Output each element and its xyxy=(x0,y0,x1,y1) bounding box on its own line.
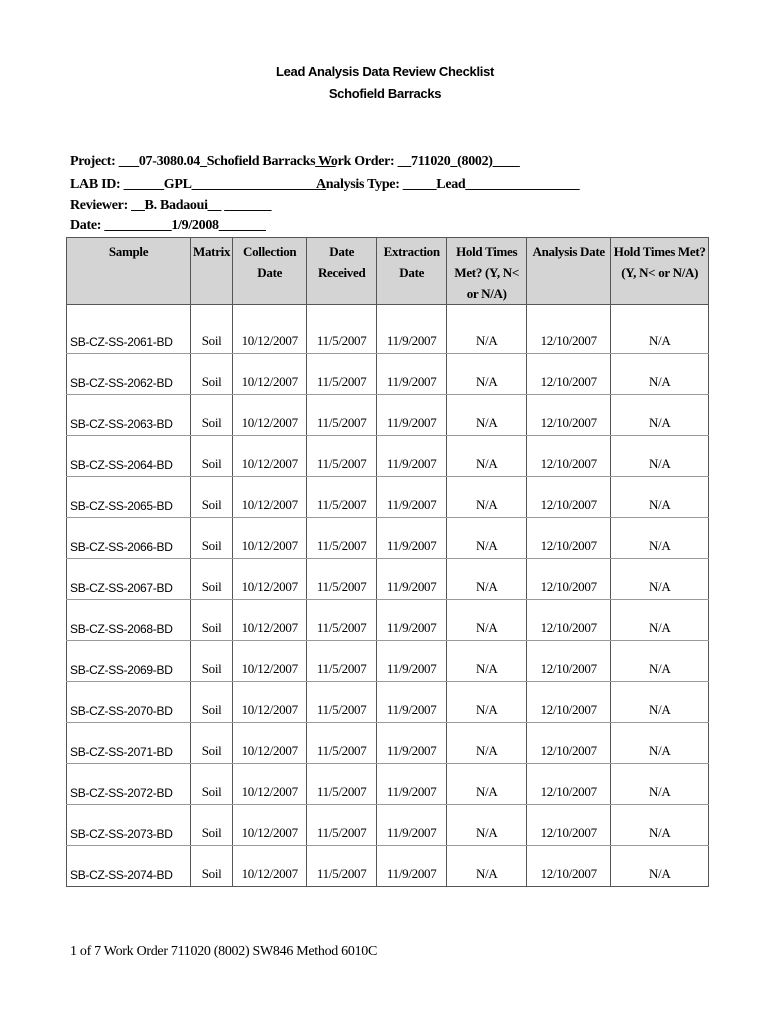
cell-analysis-date: 12/10/2007 xyxy=(527,436,611,477)
cell-collection-date: 10/12/2007 xyxy=(233,436,307,477)
cell-hold-times-met-analysis: N/A xyxy=(611,682,709,723)
cell-sample: SB-CZ-SS-2070-BD xyxy=(67,682,191,723)
cell-hold-times-met-analysis: N/A xyxy=(611,305,709,354)
table-row xyxy=(67,395,709,436)
cell-date-received: 11/5/2007 xyxy=(307,477,377,518)
lab-id-field: LAB ID: ______GPL____________________ xyxy=(70,177,326,192)
cell-analysis-date: 12/10/2007 xyxy=(527,682,611,723)
cell-matrix: Soil xyxy=(191,305,233,354)
cell-collection-date: 10/12/2007 xyxy=(233,600,307,641)
cell-hold-times-met-extraction: N/A xyxy=(447,600,527,641)
cell-hold-times-met-extraction: N/A xyxy=(447,682,527,723)
cell-hold-times-met-extraction: N/A xyxy=(447,641,527,682)
cell-matrix: Soil xyxy=(191,805,233,846)
header-hold-times-met-extraction: Hold Times Met? (Y, N< or N/A) xyxy=(447,238,527,305)
cell-hold-times-met-extraction: N/A xyxy=(447,305,527,354)
cell-date-received: 11/5/2007 xyxy=(307,682,377,723)
table-row xyxy=(67,764,709,805)
cell-matrix: Soil xyxy=(191,436,233,477)
cell-analysis-date: 12/10/2007 xyxy=(527,559,611,600)
analysis-type-field: Analysis Type: _____Lead_________________ xyxy=(316,177,580,192)
cell-hold-times-met-extraction: N/A xyxy=(447,436,527,477)
cell-extraction-date: 11/9/2007 xyxy=(377,805,447,846)
cell-sample: SB-CZ-SS-2065-BD xyxy=(67,477,191,518)
cell-matrix: Soil xyxy=(191,600,233,641)
cell-hold-times-met-analysis: N/A xyxy=(611,436,709,477)
table-row xyxy=(67,682,709,723)
cell-hold-times-met-analysis: N/A xyxy=(611,600,709,641)
cell-matrix: Soil xyxy=(191,559,233,600)
table-row xyxy=(67,305,709,354)
cell-extraction-date: 11/9/2007 xyxy=(377,723,447,764)
cell-collection-date: 10/12/2007 xyxy=(233,846,307,887)
cell-analysis-date: 12/10/2007 xyxy=(527,354,611,395)
cell-hold-times-met-analysis: N/A xyxy=(611,764,709,805)
header-date-received: Date Received xyxy=(307,238,377,305)
cell-hold-times-met-analysis: N/A xyxy=(611,641,709,682)
cell-sample: SB-CZ-SS-2066-BD xyxy=(67,518,191,559)
table-row xyxy=(67,600,709,641)
cell-date-received: 11/5/2007 xyxy=(307,395,377,436)
cell-hold-times-met-analysis: N/A xyxy=(611,805,709,846)
reviewer-field: Reviewer: __B. Badaoui__ _______ xyxy=(70,198,272,213)
cell-collection-date: 10/12/2007 xyxy=(233,518,307,559)
cell-extraction-date: 11/9/2007 xyxy=(377,477,447,518)
table-row xyxy=(67,559,709,600)
page-footer: 1 of 7 Work Order 711020 (8002) SW846 Method 6010C xyxy=(70,944,378,959)
cell-analysis-date: 12/10/2007 xyxy=(527,723,611,764)
cell-extraction-date: 11/9/2007 xyxy=(377,518,447,559)
cell-analysis-date: 12/10/2007 xyxy=(527,600,611,641)
cell-extraction-date: 11/9/2007 xyxy=(377,846,447,887)
cell-collection-date: 10/12/2007 xyxy=(233,641,307,682)
cell-hold-times-met-analysis: N/A xyxy=(611,395,709,436)
header-collection-date: Collection Date xyxy=(233,238,307,305)
cell-date-received: 11/5/2007 xyxy=(307,436,377,477)
cell-hold-times-met-extraction: N/A xyxy=(447,846,527,887)
cell-date-received: 11/5/2007 xyxy=(307,723,377,764)
header-analysis-date: Analysis Date xyxy=(527,238,611,305)
cell-sample: SB-CZ-SS-2069-BD xyxy=(67,641,191,682)
document-subtitle: Schofield Barracks xyxy=(328,86,442,101)
work-order-field: Work Order: __711020_(8002)____ xyxy=(318,154,520,169)
cell-collection-date: 10/12/2007 xyxy=(233,682,307,723)
cell-sample: SB-CZ-SS-2067-BD xyxy=(67,559,191,600)
cell-extraction-date: 11/9/2007 xyxy=(377,600,447,641)
table-row xyxy=(67,477,709,518)
cell-hold-times-met-analysis: N/A xyxy=(611,354,709,395)
cell-matrix: Soil xyxy=(191,764,233,805)
cell-date-received: 11/5/2007 xyxy=(307,805,377,846)
cell-hold-times-met-extraction: N/A xyxy=(447,477,527,518)
cell-analysis-date: 12/10/2007 xyxy=(527,764,611,805)
table-row xyxy=(67,805,709,846)
cell-sample: SB-CZ-SS-2064-BD xyxy=(67,436,191,477)
cell-collection-date: 10/12/2007 xyxy=(233,805,307,846)
cell-analysis-date: 12/10/2007 xyxy=(527,518,611,559)
table-row xyxy=(67,723,709,764)
header-row xyxy=(67,238,709,305)
cell-matrix: Soil xyxy=(191,518,233,559)
cell-extraction-date: 11/9/2007 xyxy=(377,682,447,723)
cell-collection-date: 10/12/2007 xyxy=(233,395,307,436)
cell-hold-times-met-extraction: N/A xyxy=(447,559,527,600)
cell-hold-times-met-extraction: N/A xyxy=(447,354,527,395)
checklist-table xyxy=(66,237,709,887)
cell-sample: SB-CZ-SS-2068-BD xyxy=(67,600,191,641)
cell-matrix: Soil xyxy=(191,682,233,723)
document-title: Lead Analysis Data Review Checklist xyxy=(275,64,495,79)
header-extraction-date: Extraction Date xyxy=(377,238,447,305)
cell-sample: SB-CZ-SS-2074-BD xyxy=(67,846,191,887)
cell-matrix: Soil xyxy=(191,723,233,764)
header-hold-times-met-analysis: Hold Times Met? (Y, N< or N/A) xyxy=(611,238,709,305)
cell-hold-times-met-extraction: N/A xyxy=(447,723,527,764)
table-body xyxy=(67,305,709,887)
cell-hold-times-met-extraction: N/A xyxy=(447,395,527,436)
cell-extraction-date: 11/9/2007 xyxy=(377,641,447,682)
cell-date-received: 11/5/2007 xyxy=(307,846,377,887)
cell-date-received: 11/5/2007 xyxy=(307,518,377,559)
date-field: Date: __________1/9/2008_______ xyxy=(70,218,266,233)
table-row xyxy=(67,518,709,559)
cell-hold-times-met-analysis: N/A xyxy=(611,559,709,600)
cell-sample: SB-CZ-SS-2073-BD xyxy=(67,805,191,846)
cell-matrix: Soil xyxy=(191,354,233,395)
table-row xyxy=(67,354,709,395)
cell-hold-times-met-extraction: N/A xyxy=(447,805,527,846)
cell-matrix: Soil xyxy=(191,641,233,682)
cell-sample: SB-CZ-SS-2062-BD xyxy=(67,354,191,395)
cell-sample: SB-CZ-SS-2061-BD xyxy=(67,305,191,354)
cell-date-received: 11/5/2007 xyxy=(307,559,377,600)
header-matrix: Matrix xyxy=(191,238,233,305)
cell-collection-date: 10/12/2007 xyxy=(233,354,307,395)
cell-matrix: Soil xyxy=(191,395,233,436)
cell-hold-times-met-analysis: N/A xyxy=(611,518,709,559)
cell-analysis-date: 12/10/2007 xyxy=(527,477,611,518)
cell-date-received: 11/5/2007 xyxy=(307,641,377,682)
cell-analysis-date: 12/10/2007 xyxy=(527,641,611,682)
cell-collection-date: 10/12/2007 xyxy=(233,723,307,764)
header-sample: Sample xyxy=(67,238,191,305)
cell-extraction-date: 11/9/2007 xyxy=(377,395,447,436)
cell-hold-times-met-analysis: N/A xyxy=(611,723,709,764)
cell-hold-times-met-extraction: N/A xyxy=(447,518,527,559)
cell-analysis-date: 12/10/2007 xyxy=(527,395,611,436)
cell-extraction-date: 11/9/2007 xyxy=(377,354,447,395)
table-row xyxy=(67,436,709,477)
cell-hold-times-met-analysis: N/A xyxy=(611,477,709,518)
cell-hold-times-met-extraction: N/A xyxy=(447,764,527,805)
cell-date-received: 11/5/2007 xyxy=(307,764,377,805)
table-row xyxy=(67,641,709,682)
cell-hold-times-met-analysis: N/A xyxy=(611,846,709,887)
cell-matrix: Soil xyxy=(191,477,233,518)
cell-analysis-date: 12/10/2007 xyxy=(527,805,611,846)
cell-collection-date: 10/12/2007 xyxy=(233,477,307,518)
table-row xyxy=(67,846,709,887)
cell-extraction-date: 11/9/2007 xyxy=(377,305,447,354)
cell-date-received: 11/5/2007 xyxy=(307,305,377,354)
cell-collection-date: 10/12/2007 xyxy=(233,764,307,805)
cell-analysis-date: 12/10/2007 xyxy=(527,305,611,354)
cell-date-received: 11/5/2007 xyxy=(307,600,377,641)
cell-sample: SB-CZ-SS-2072-BD xyxy=(67,764,191,805)
cell-sample: SB-CZ-SS-2063-BD xyxy=(67,395,191,436)
cell-analysis-date: 12/10/2007 xyxy=(527,846,611,887)
project-field: Project: ___07-3080.04_Schofield Barracks___ xyxy=(70,154,336,169)
cell-date-received: 11/5/2007 xyxy=(307,354,377,395)
cell-sample: SB-CZ-SS-2071-BD xyxy=(67,723,191,764)
cell-matrix: Soil xyxy=(191,846,233,887)
cell-collection-date: 10/12/2007 xyxy=(233,305,307,354)
cell-collection-date: 10/12/2007 xyxy=(233,559,307,600)
cell-extraction-date: 11/9/2007 xyxy=(377,764,447,805)
cell-extraction-date: 11/9/2007 xyxy=(377,559,447,600)
cell-extraction-date: 11/9/2007 xyxy=(377,436,447,477)
